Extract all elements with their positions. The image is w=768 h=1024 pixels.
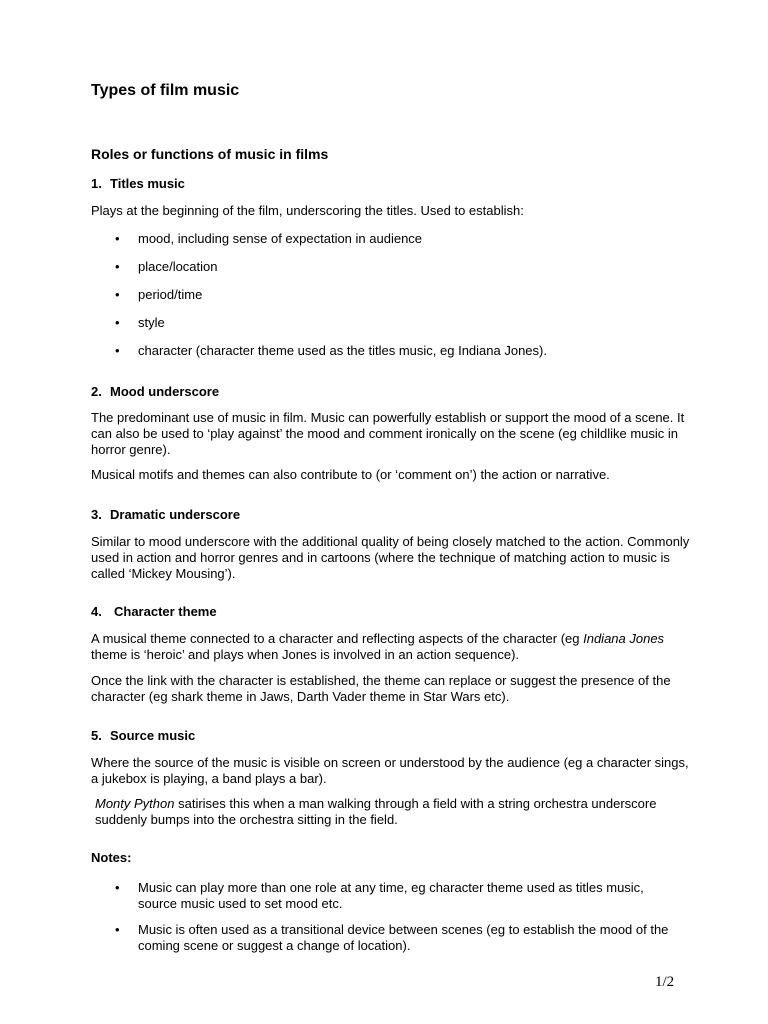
page-number: 1/2 [655, 974, 675, 990]
section-4-paragraph-1 [91, 631, 691, 663]
section-number: 1. [91, 176, 102, 191]
section-2-heading [91, 384, 219, 399]
section-title: Source music [110, 728, 196, 743]
section-title: Dramatic underscore [110, 507, 241, 522]
section-4-paragraph-2: Once the link with the character is established, the theme can replace or suggest the presence of the character (eg shark theme in Jaws, Darth Vader theme in Star Wars etc). [91, 673, 671, 704]
section-2-paragraph-2: Musical motifs and themes can also contribute to (or ‘comment on’) the action or narrative. [91, 467, 610, 482]
film-title-italic: Indiana Jones [583, 631, 665, 646]
section-5-heading [91, 728, 195, 743]
film-title-italic: Monty Python [95, 796, 175, 811]
list-item-text: style [138, 315, 165, 330]
page-subtitle: Roles or functions of music in films [91, 146, 329, 162]
section-3-paragraph: Similar to mood underscore with the additional quality of being closely matched to the action. Commonly used in action and horror genres and in cartoons (where the technique of matching action to music is called ‘Mickey Mousing’). [91, 534, 690, 581]
text-run: satirises this when a man walking through a field with a string orchestra underscore suddenly bumps into the orchestra sitting in the field. [95, 796, 657, 827]
section-5-paragraph-1: Where the source of the music is visible on screen or understood by the audience (eg a character sings, a jukebox is playing, a band plays a bar). [91, 755, 689, 786]
list-item-text: place/location [138, 259, 218, 274]
list-item-text: mood, including sense of expectation in audience [138, 231, 423, 246]
section-number: 4. [91, 604, 102, 619]
text-run: A musical theme connected to a character and reflecting aspects of the character (eg [91, 631, 584, 646]
section-3-heading [91, 507, 240, 522]
list-item-text: character (character theme used as the titles music, eg Indiana Jones). [138, 343, 547, 358]
section-title: Character theme [114, 604, 217, 619]
section-5-paragraph-2 [95, 796, 691, 828]
bullet-icon: • [115, 922, 120, 937]
notes-heading: Notes: [91, 850, 132, 865]
bullet-icon: • [115, 880, 120, 895]
list-item-text: Music is often used as a transitional device between scenes (eg to establish the mood of the coming scene or suggest a change of location). [138, 922, 669, 953]
list-item-text: Music can play more than one role at any time, eg character theme used as titles music, source music used to set mood etc. [138, 880, 644, 911]
section-2-paragraph-1: The predominant use of music in film. Music can powerfully establish or support the mood of a scene. It can also be used to ‘play against’ the mood and comment ironically on the scene (eg childlike music in horror genre). [91, 410, 685, 457]
bullet-icon: • [115, 259, 120, 274]
bullet-icon: • [115, 343, 120, 358]
bullet-icon: • [115, 315, 120, 330]
section-1-heading [91, 176, 185, 191]
section-1-intro: Plays at the beginning of the film, underscoring the titles. Used to establish: [91, 203, 524, 218]
section-title: Mood underscore [110, 384, 220, 399]
section-number: 2. [91, 384, 102, 399]
bullet-icon: • [115, 287, 120, 302]
text-run: theme is ‘heroic’ and plays when Jones is involved in an action sequence). [91, 647, 520, 662]
section-number: 3. [91, 507, 102, 522]
section-4-heading [91, 604, 217, 619]
bullet-icon: • [115, 231, 120, 246]
section-number: 5. [91, 728, 102, 743]
section-title: Titles music [110, 176, 185, 191]
list-item-text: period/time [138, 287, 203, 302]
page-title: Types of film music [91, 82, 240, 99]
